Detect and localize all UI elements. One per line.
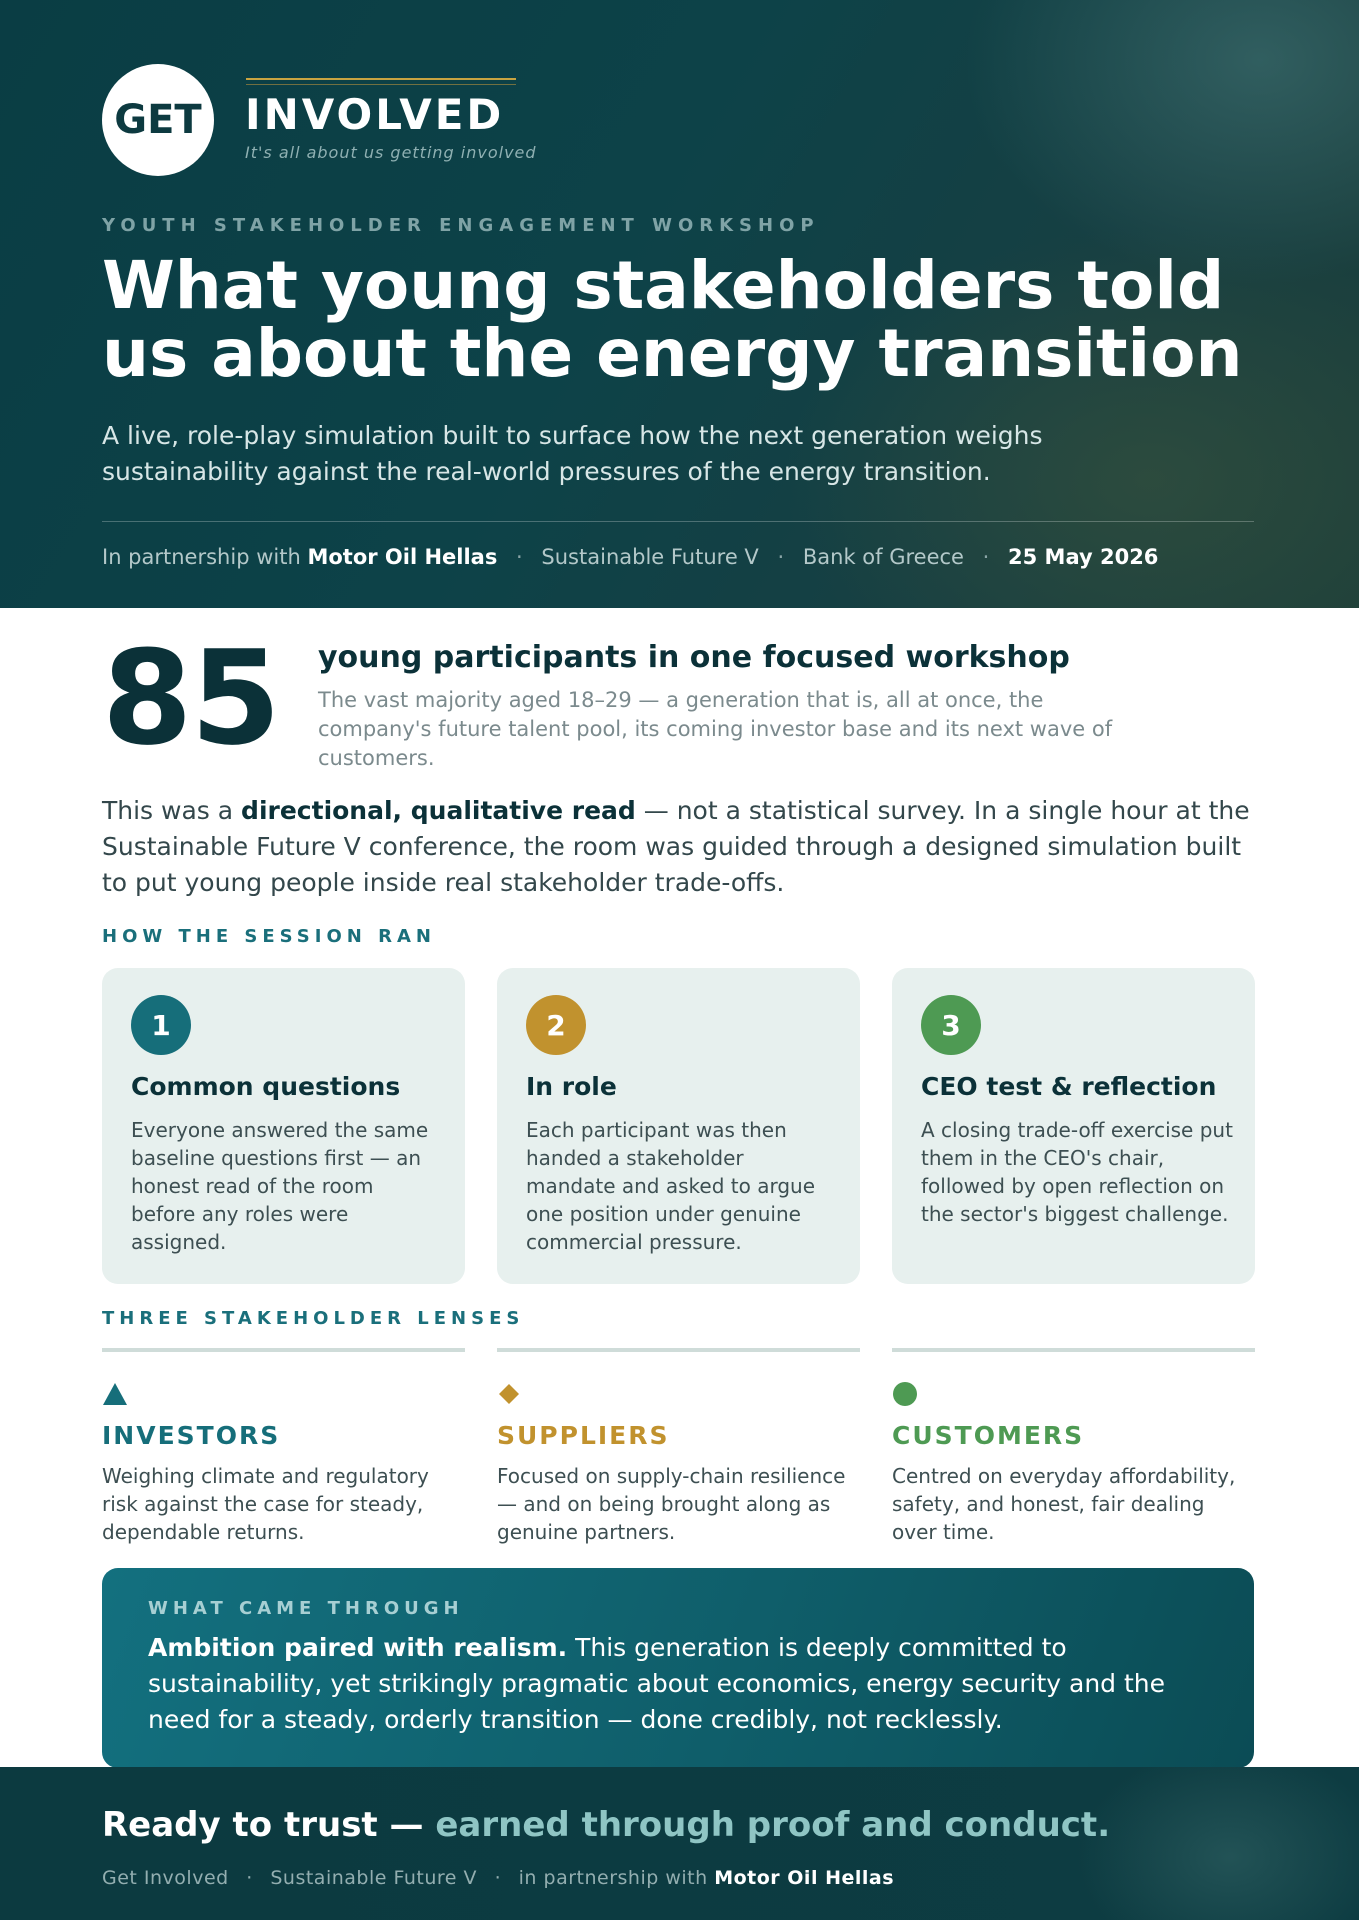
footer-brand: Get Involved <box>102 1867 229 1889</box>
lens-rule <box>497 1348 860 1352</box>
lens-body: Centred on everyday affordability, safety, and honest, fair dealing over time. <box>892 1464 1236 1544</box>
takeaway-emphasis: Ambition paired with realism. <box>148 1633 568 1662</box>
lens-column-investors <box>102 1348 465 1546</box>
page-title: What young stakeholders told us about the energy transition <box>102 247 1243 392</box>
logo-tagline: It's all about us getting involved <box>245 143 537 162</box>
intro-emphasis: directional, qualitative read <box>241 796 636 825</box>
separator-dot: · <box>982 545 990 569</box>
hero-subtitle: A live, role-play simulation built to surface how the next generation weighs sustainability against the real-world pressures of the energy transition. <box>102 421 1043 486</box>
section-label-lenses: THREE STAKEHOLDER LENSES <box>102 1308 525 1329</box>
partner-line <box>102 545 1158 569</box>
stat-headline: young participants in one focused workshop <box>318 640 1070 675</box>
partner-prefix: In partnership with <box>102 545 301 569</box>
footer-partner-name: Motor Oil Hellas <box>714 1867 895 1889</box>
participant-count: 85 <box>102 622 279 774</box>
step-card <box>102 968 465 1284</box>
step-number-badge: 1 <box>131 995 191 1055</box>
lens-rule <box>102 1348 465 1352</box>
event-date: 25 May 2026 <box>1008 545 1159 569</box>
intro-paragraph <box>102 793 1262 901</box>
separator-dot: · <box>494 1867 502 1889</box>
step-number-badge: 2 <box>526 995 586 1055</box>
separator-dot: · <box>777 545 785 569</box>
footer-headline-lead: Ready to trust — <box>102 1805 424 1845</box>
footer-credits <box>102 1867 894 1889</box>
section-label-session: HOW THE SESSION RAN <box>102 926 436 947</box>
step-title: In role <box>526 1072 617 1101</box>
venue-name: Bank of Greece <box>802 545 964 569</box>
lens-column-customers <box>892 1348 1255 1546</box>
step-body: Everyone answered the same baseline questions first — an honest read of the room before any roles were assigned. <box>131 1118 429 1254</box>
logo-rule-thin <box>246 84 516 85</box>
stat-description: The vast majority aged 18–29 — a generation that is, all at once, the company's future talent pool, its coming investor base and its next wave of customers. <box>318 688 1113 770</box>
logo-rule <box>246 78 516 80</box>
takeaway-label: WHAT CAME THROUGH <box>148 1598 464 1619</box>
takeaway-panel <box>102 1568 1254 1768</box>
circle-icon <box>892 1382 1255 1406</box>
footer-conference: Sustainable Future V <box>270 1867 478 1889</box>
footer-headline <box>102 1805 1110 1845</box>
hero-divider <box>102 521 1254 522</box>
lens-column-suppliers <box>497 1348 860 1546</box>
lens-body: Focused on supply-chain resilience — and on being brought along as genuine partners. <box>497 1464 846 1544</box>
step-title: Common questions <box>131 1072 401 1101</box>
triangle-icon <box>102 1382 465 1406</box>
separator-dot: · <box>246 1867 253 1889</box>
hero-banner <box>0 0 1359 608</box>
conference-name: Sustainable Future V <box>541 545 759 569</box>
lens-title: SUPPLIERS <box>497 1421 670 1450</box>
diamond-icon <box>497 1382 860 1406</box>
step-card <box>892 968 1255 1284</box>
partner-name: Motor Oil Hellas <box>307 545 498 569</box>
logo-mark: GET <box>114 97 202 143</box>
step-number-badge: 3 <box>921 995 981 1055</box>
logo-wordmark: INVOLVED <box>245 90 505 139</box>
logo-badge <box>102 64 214 176</box>
step-title: CEO test & reflection <box>921 1072 1217 1101</box>
lens-title: CUSTOMERS <box>892 1421 1085 1450</box>
takeaway-body: This generation is deeply committed to sustainability, yet strikingly pragmatic about economics, energy security and the need for a steady, orderly transition — done credibly, not recklessly. <box>148 1633 1166 1734</box>
footer-headline-accent: earned through proof and conduct. <box>423 1805 1111 1845</box>
lens-body: Weighing climate and regulatory risk against the case for steady, dependable returns. <box>102 1464 429 1544</box>
takeaway-text <box>148 1630 1218 1738</box>
step-card <box>497 968 860 1284</box>
lens-rule <box>892 1348 1255 1352</box>
footer-partner-prefix: in partnership with <box>518 1867 708 1889</box>
intro-rest: — not a statistical survey. In a single hour at the Sustainable Future V conference, the room was guided through a designed simulation built to put young people inside real stakeholder trade-offs. <box>102 796 1250 897</box>
lens-title: INVESTORS <box>102 1421 281 1450</box>
step-body: Each participant was then handed a stakeholder mandate and asked to argue one position under genuine commercial pressure. <box>526 1118 815 1254</box>
hero-eyebrow: YOUTH STAKEHOLDER ENGAGEMENT WORKSHOP <box>102 215 820 236</box>
footer <box>0 1767 1359 1920</box>
intro-lead: This was a <box>102 796 242 825</box>
step-body: A closing trade-off exercise put them in the CEO's chair, followed by open reflection on the sector's biggest challenge. <box>921 1118 1233 1226</box>
separator-dot: · <box>516 545 523 569</box>
